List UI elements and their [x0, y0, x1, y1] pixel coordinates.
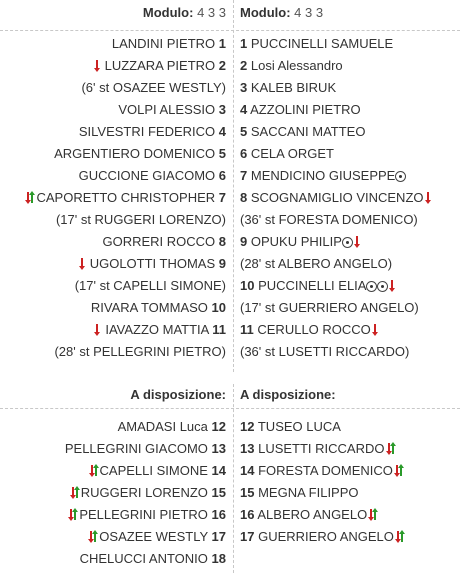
home-bench-title: A disposizione: [130, 387, 226, 402]
substitution-in-icon [67, 508, 79, 521]
substitution-in-icon [367, 508, 379, 521]
player-row: (28' st PELLEGRINI PIETRO) [54, 344, 226, 359]
player-row: 4 AZZOLINI PIETRO [240, 102, 361, 117]
player-row: (17' st RUGGERI LORENZO) [55, 212, 226, 227]
player-row: 9 OPUKU PHILIP [240, 231, 460, 253]
header-divider [0, 30, 460, 31]
goal-ball-icon [366, 281, 377, 292]
bench-column-divider [233, 384, 234, 573]
substitution-out-icon [93, 59, 105, 72]
player-row: 8 SCOGNAMIGLIO VINCENZO [240, 187, 460, 209]
player-row: LUZZARA PIETRO 2 [0, 55, 226, 77]
player-row: (17' st GUERRIERO ANGELO) [240, 300, 419, 315]
away-column [240, 2, 460, 24]
player-row: GUCCIONE GIACOMO 6 [78, 168, 226, 183]
away-module: Modulo: 4 3 3 [240, 5, 324, 20]
bench-row: 12 TUSEO LUCA [240, 419, 341, 434]
substitution-out-icon [93, 323, 105, 336]
player-row: (6' st OSAZEE WESTLY) [81, 80, 226, 95]
goal-ball-icon [342, 237, 353, 248]
player-row: (28' st ALBERO ANGELO) [240, 256, 393, 271]
player-row: GORRERI ROCCO 8 [102, 234, 226, 249]
column-divider [233, 0, 234, 372]
home-bench [0, 384, 226, 406]
goal-ball-icon [395, 171, 406, 182]
player-row: (36' st LUSETTI RICCARDO) [240, 344, 410, 359]
home-bench-list [0, 416, 226, 570]
bench-row: 13 LUSETTI RICCARDO [240, 438, 460, 460]
player-row: 7 MENDICINO GIUSEPPE [240, 165, 460, 187]
home-column [0, 2, 226, 24]
away-bench-list [240, 416, 460, 548]
substitution-out-icon [371, 323, 383, 336]
substitution-out-icon [353, 235, 365, 248]
substitution-icon [24, 191, 36, 204]
player-row: 5 SACCANI MATTEO [240, 124, 366, 139]
away-bench [240, 384, 460, 406]
bench-row: 17 GUERRIERO ANGELO [240, 526, 460, 548]
bench-row: 14 FORESTA DOMENICO [240, 460, 460, 482]
substitution-in-icon [394, 530, 406, 543]
bench-row: OSAZEE WESTLY 17 [0, 526, 226, 548]
bench-row: RUGGERI LORENZO 15 [0, 482, 226, 504]
player-row: 10 PUCCINELLI ELIA [240, 275, 460, 297]
player-row: SILVESTRI FEDERICO 4 [78, 124, 226, 139]
away-bench-title: A disposizione: [240, 387, 336, 402]
player-row: 1 PUCCINELLI SAMUELE [240, 36, 394, 51]
bench-row: CAPELLI SIMONE 14 [0, 460, 226, 482]
substitution-out-icon [424, 191, 436, 204]
player-row: CAPORETTO CHRISTOPHER 7 [0, 187, 226, 209]
goal-ball-icon [377, 281, 388, 292]
bench-divider [0, 408, 460, 409]
player-row: (17' st CAPELLI SIMONE) [74, 278, 226, 293]
home-module: Modulo: 4 3 3 [142, 5, 226, 20]
substitution-out-icon [388, 279, 400, 292]
bench-row: 15 MEGNA FILIPPO [240, 485, 359, 500]
away-starting-list [240, 33, 460, 363]
substitution-out-icon [78, 257, 90, 270]
substitution-in-icon [385, 442, 397, 455]
bench-row: 16 ALBERO ANGELO [240, 504, 460, 526]
substitution-in-icon [88, 464, 100, 477]
substitution-in-icon [69, 486, 81, 499]
bench-row: CHELUCCI ANTONIO 18 [79, 551, 226, 566]
player-row: 6 CELA ORGET [240, 146, 334, 161]
player-row: 3 KALEB BIRUK [240, 80, 337, 95]
player-row: UGOLOTTI THOMAS 9 [0, 253, 226, 275]
substitution-in-icon [87, 530, 99, 543]
player-row: (36' st FORESTA DOMENICO) [240, 212, 418, 227]
player-row: IAVAZZO MATTIA 11 [0, 319, 226, 341]
player-row: VOLPI ALESSIO 3 [118, 102, 226, 117]
player-row: LANDINI PIETRO 1 [111, 36, 226, 51]
player-row: ARGENTIERO DOMENICO 5 [54, 146, 226, 161]
home-starting-list [0, 33, 226, 363]
substitution-in-icon [393, 464, 405, 477]
player-row: 2 Losi Alessandro [240, 58, 343, 73]
player-row: RIVARA TOMMASO 10 [90, 300, 226, 315]
player-row: 11 CERULLO ROCCO [240, 319, 460, 341]
bench-row: PELLEGRINI GIACOMO 13 [64, 441, 226, 456]
bench-row: PELLEGRINI PIETRO 16 [0, 504, 226, 526]
bench-row: AMADASI Luca 12 [117, 419, 226, 434]
